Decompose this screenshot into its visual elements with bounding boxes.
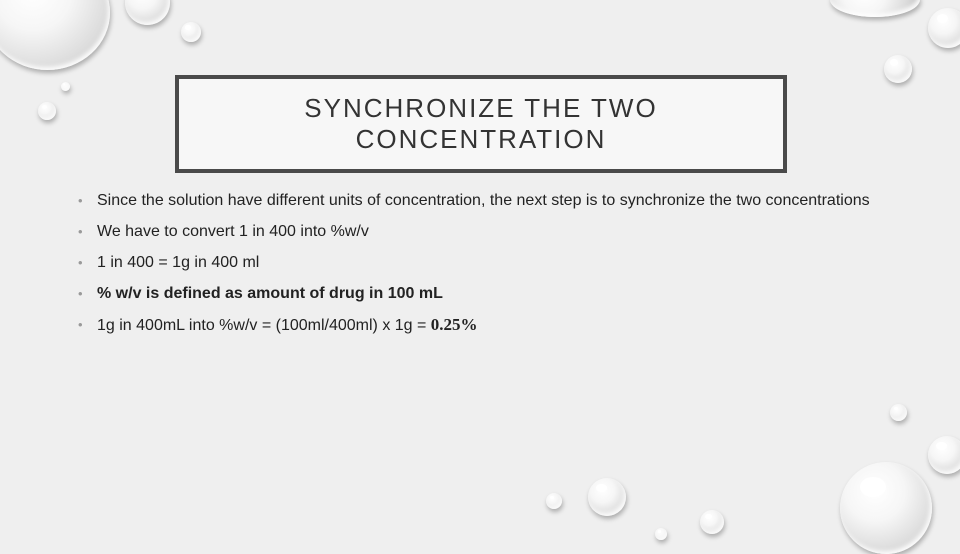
bullet-text: We have to convert 1 in 400 into %w/v (97, 223, 369, 240)
water-droplet (125, 0, 170, 25)
water-droplet (588, 478, 626, 516)
bullet-text: % w/v is defined as amount of drug in 100 mL (97, 285, 443, 302)
bullet-icon: • (78, 255, 83, 270)
water-droplet (840, 462, 932, 554)
water-droplet (0, 0, 110, 70)
bullet-text: Since the solution have different units of concentration, the next step is to synchronize the two concentrations (97, 192, 870, 209)
bullet-text: 1g in 400mL into %w/v = (100ml/400ml) x 1g = (97, 317, 431, 334)
list-item (78, 221, 878, 243)
list-item (78, 252, 878, 274)
bullet-icon: • (78, 193, 83, 208)
bullet-list (78, 190, 878, 346)
water-droplet (655, 528, 667, 540)
bullet-text: 1 in 400 = 1g in 400 ml (97, 254, 260, 271)
water-droplet (38, 102, 56, 120)
list-item (78, 314, 878, 337)
list-item (78, 283, 878, 305)
water-droplet (700, 510, 724, 534)
water-droplet (928, 436, 960, 474)
water-droplet (890, 404, 907, 421)
bullet-icon: • (78, 286, 83, 301)
water-droplet (546, 493, 562, 509)
water-droplet (61, 82, 70, 91)
slide-title: SYNCHRONIZE THE TWO CONCENTRATION (304, 93, 658, 154)
bullet-icon: • (78, 224, 83, 239)
water-droplet (884, 55, 912, 83)
title-box (175, 75, 787, 173)
bullet-icon: • (78, 317, 83, 332)
result-value: 0.25% (430, 315, 478, 334)
list-item (78, 190, 878, 212)
water-droplet (181, 22, 201, 42)
water-droplet (928, 8, 960, 48)
water-droplet (830, 0, 920, 17)
